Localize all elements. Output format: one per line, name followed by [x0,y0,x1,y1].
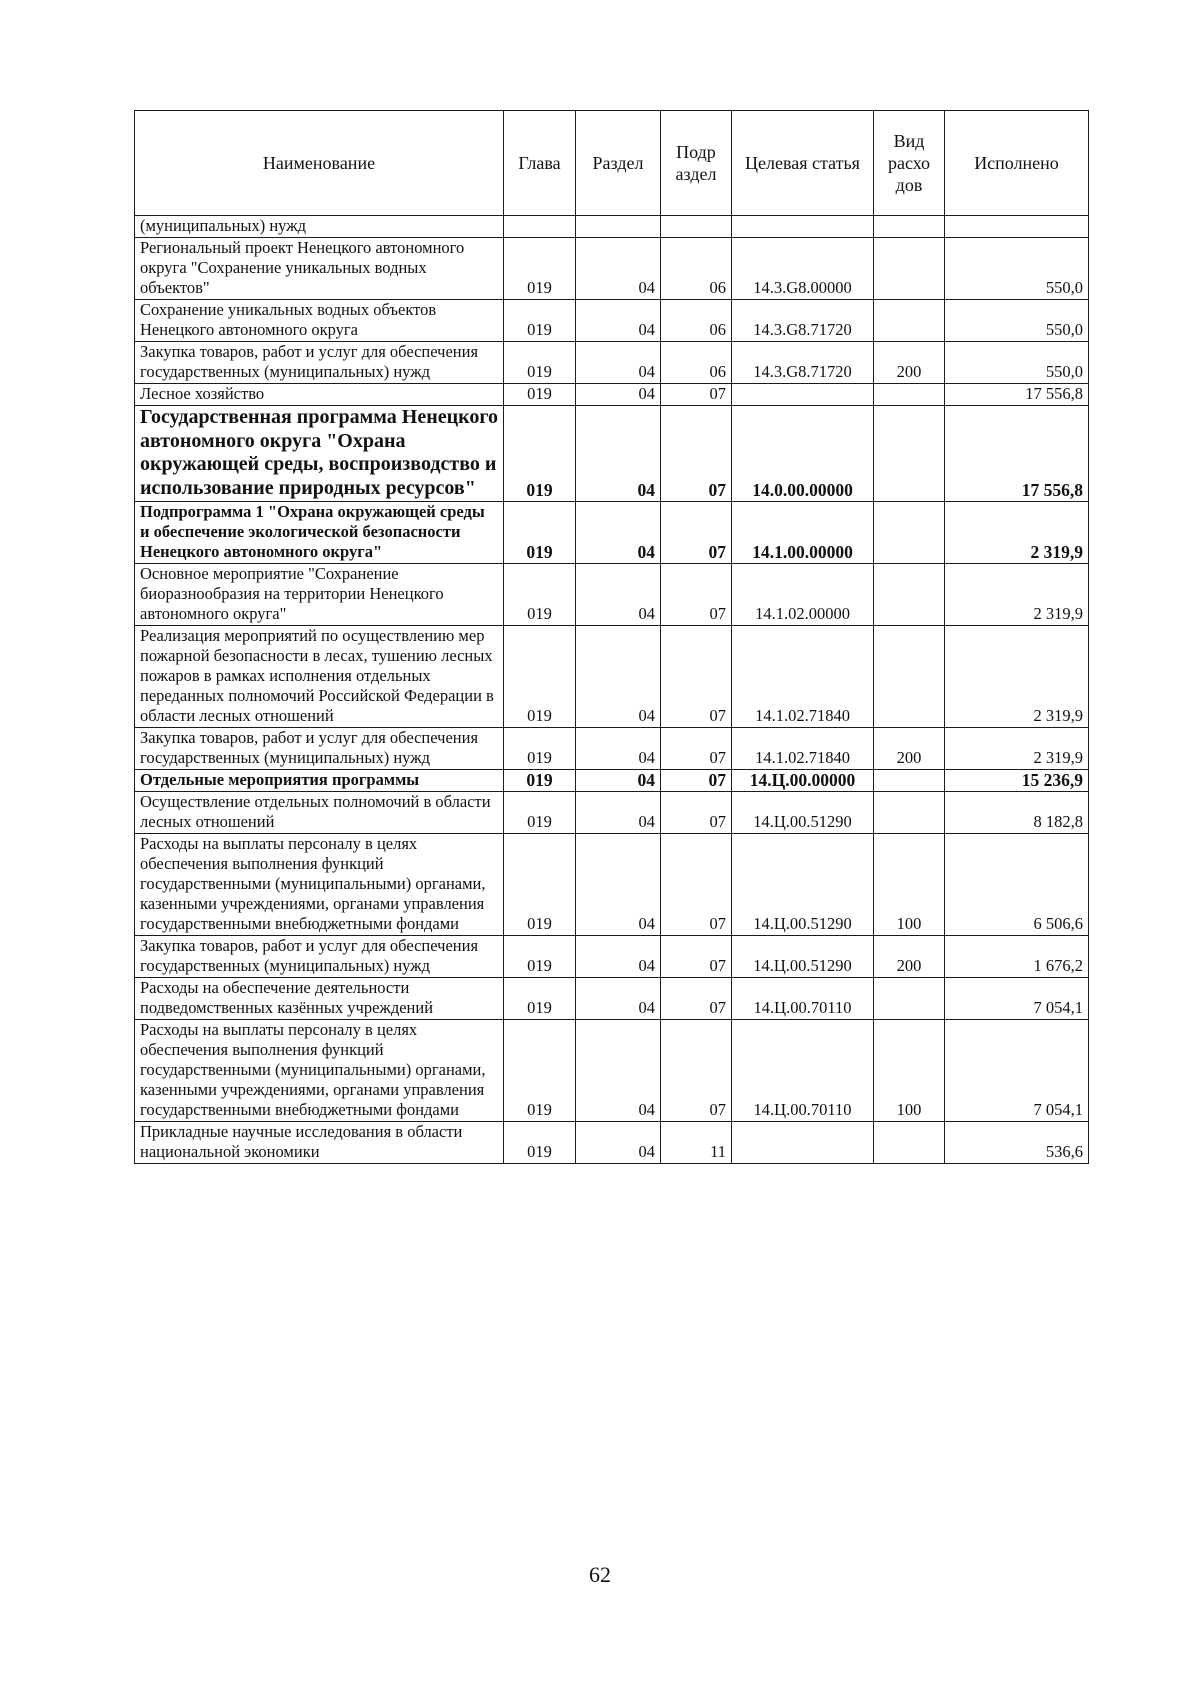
cell-ispolneno: 7 054,1 [945,978,1089,1020]
cell-glava: 019 [504,1122,576,1164]
cell-ispolneno: 550,0 [945,238,1089,300]
cell-tselevaya-statya: 14.3.G8.00000 [732,238,874,300]
cell-podrazdel: 07 [661,770,732,792]
table-row [135,834,1089,936]
cell-razdel: 04 [576,792,661,834]
cell-ispolneno: 17 556,8 [945,384,1089,406]
table-row [135,792,1089,834]
cell-podrazdel: 07 [661,834,732,936]
budget-table [134,110,1089,1164]
header-tselevaya-statya: Целевая статья [732,111,874,216]
cell-vid-raskhodov [874,502,945,564]
cell-vid-raskhodov [874,626,945,728]
cell-tselevaya-statya: 14.Ц.00.70110 [732,978,874,1020]
cell-vid-raskhodov: 100 [874,834,945,936]
cell-ispolneno: 15 236,9 [945,770,1089,792]
table-row [135,770,1089,792]
cell-ispolneno: 6 506,6 [945,834,1089,936]
cell-razdel: 04 [576,342,661,384]
cell-glava: 019 [504,978,576,1020]
cell-name: Расходы на выплаты персоналу в целях обеспечения выполнения функций государственными (муниципальными) органами, казенными учреждениями, органами управления государственными внебюджетными фондами [135,1020,504,1122]
cell-vid-raskhodov [874,792,945,834]
cell-tselevaya-statya: 14.Ц.00.51290 [732,834,874,936]
header-glava: Глава [504,111,576,216]
cell-vid-raskhodov [874,978,945,1020]
cell-name: (муниципальных) нужд [135,216,504,238]
cell-ispolneno: 17 556,8 [945,406,1089,502]
cell-ispolneno: 2 319,9 [945,564,1089,626]
table-row [135,1122,1089,1164]
cell-podrazdel: 07 [661,626,732,728]
cell-razdel: 04 [576,406,661,502]
cell-podrazdel: 06 [661,342,732,384]
cell-tselevaya-statya: 14.1.00.00000 [732,502,874,564]
cell-podrazdel: 07 [661,384,732,406]
cell-tselevaya-statya [732,216,874,238]
header-vid-raskhodov: Вид расхо дов [874,111,945,216]
cell-glava [504,216,576,238]
cell-vid-raskhodov [874,770,945,792]
table-row [135,936,1089,978]
cell-tselevaya-statya: 14.Ц.00.00000 [732,770,874,792]
cell-glava: 019 [504,342,576,384]
cell-vid-raskhodov [874,406,945,502]
cell-name: Расходы на выплаты персоналу в целях обеспечения выполнения функций государственными (муниципальными) органами, казенными учреждениями, органами управления государственными внебюджетными фондами [135,834,504,936]
cell-vid-raskhodov [874,300,945,342]
cell-ispolneno [945,216,1089,238]
cell-podrazdel: 07 [661,502,732,564]
table-row [135,238,1089,300]
cell-vid-raskhodov [874,1122,945,1164]
cell-name: Осуществление отдельных полномочий в области лесных отношений [135,792,504,834]
cell-razdel: 04 [576,834,661,936]
table-row [135,1020,1089,1122]
cell-name: Расходы на обеспечение деятельности подведомственных казённых учреждений [135,978,504,1020]
cell-ispolneno: 550,0 [945,342,1089,384]
cell-podrazdel: 07 [661,936,732,978]
cell-glava: 019 [504,834,576,936]
cell-tselevaya-statya: 14.Ц.00.51290 [732,936,874,978]
cell-vid-raskhodov: 200 [874,728,945,770]
cell-name: Подпрограмма 1 "Охрана окружающей среды и обеспечение экологической безопасности Ненецкого автономного округа" [135,502,504,564]
cell-name: Прикладные научные исследования в области национальной экономики [135,1122,504,1164]
cell-tselevaya-statya: 14.3.G8.71720 [732,300,874,342]
table-header-row [135,111,1089,216]
cell-tselevaya-statya: 14.3.G8.71720 [732,342,874,384]
cell-podrazdel: 06 [661,300,732,342]
cell-name: Закупка товаров, работ и услуг для обеспечения государственных (муниципальных) нужд [135,936,504,978]
cell-ispolneno: 1 676,2 [945,936,1089,978]
cell-razdel [576,216,661,238]
cell-vid-raskhodov [874,216,945,238]
cell-glava: 019 [504,238,576,300]
table-row [135,502,1089,564]
cell-glava: 019 [504,1020,576,1122]
table-row [135,216,1089,238]
cell-podrazdel: 07 [661,728,732,770]
cell-podrazdel: 11 [661,1122,732,1164]
table-row [135,384,1089,406]
cell-name: Региональный проект Ненецкого автономного округа "Сохранение уникальных водных объектов" [135,238,504,300]
cell-razdel: 04 [576,238,661,300]
cell-name: Сохранение уникальных водных объектов Ненецкого автономного округа [135,300,504,342]
cell-ispolneno: 2 319,9 [945,626,1089,728]
cell-tselevaya-statya: 14.1.02.71840 [732,728,874,770]
cell-tselevaya-statya [732,1122,874,1164]
cell-tselevaya-statya: 14.1.02.00000 [732,564,874,626]
cell-podrazdel: 07 [661,564,732,626]
cell-glava: 019 [504,936,576,978]
cell-name: Основное мероприятие "Сохранение биоразнообразия на территории Ненецкого автономного округа" [135,564,504,626]
cell-name: Реализация мероприятий по осуществлению мер пожарной безопасности в лесах, тушению лесных пожаров в рамках исполнения отдельных переданных полномочий Российской Федерации в области лесных отношений [135,626,504,728]
cell-vid-raskhodov: 200 [874,342,945,384]
cell-tselevaya-statya [732,384,874,406]
cell-razdel: 04 [576,564,661,626]
cell-razdel: 04 [576,626,661,728]
cell-razdel: 04 [576,978,661,1020]
cell-vid-raskhodov: 200 [874,936,945,978]
cell-podrazdel: 06 [661,238,732,300]
cell-vid-raskhodov: 100 [874,1020,945,1122]
cell-razdel: 04 [576,1122,661,1164]
cell-razdel: 04 [576,1020,661,1122]
cell-ispolneno: 8 182,8 [945,792,1089,834]
page-number: 62 [589,1562,611,1587]
cell-glava: 019 [504,792,576,834]
cell-glava: 019 [504,502,576,564]
cell-razdel: 04 [576,728,661,770]
cell-vid-raskhodov [874,384,945,406]
header-razdel: Раздел [576,111,661,216]
cell-vid-raskhodov [874,238,945,300]
cell-glava: 019 [504,300,576,342]
cell-razdel: 04 [576,936,661,978]
cell-tselevaya-statya: 14.1.02.71840 [732,626,874,728]
cell-podrazdel: 07 [661,792,732,834]
cell-razdel: 04 [576,300,661,342]
table-body [135,216,1089,1164]
cell-name: Закупка товаров, работ и услуг для обеспечения государственных (муниципальных) нужд [135,342,504,384]
cell-ispolneno: 7 054,1 [945,1020,1089,1122]
cell-glava: 019 [504,384,576,406]
cell-glava: 019 [504,564,576,626]
cell-razdel: 04 [576,502,661,564]
table-row [135,564,1089,626]
cell-razdel: 04 [576,384,661,406]
table-row [135,406,1089,502]
cell-glava: 019 [504,626,576,728]
cell-name: Лесное хозяйство [135,384,504,406]
cell-tselevaya-statya: 14.Ц.00.51290 [732,792,874,834]
table-row [135,342,1089,384]
cell-ispolneno: 2 319,9 [945,728,1089,770]
cell-glava: 019 [504,728,576,770]
table-row [135,626,1089,728]
header-name: Наименование [135,111,504,216]
cell-podrazdel: 07 [661,978,732,1020]
table-row [135,978,1089,1020]
cell-podrazdel: 07 [661,406,732,502]
cell-glava: 019 [504,406,576,502]
cell-glava: 019 [504,770,576,792]
header-ispolneno: Исполнено [945,111,1089,216]
cell-tselevaya-statya: 14.Ц.00.70110 [732,1020,874,1122]
cell-ispolneno: 2 319,9 [945,502,1089,564]
cell-ispolneno: 536,6 [945,1122,1089,1164]
cell-name: Государственная программа Ненецкого автономного округа "Охрана окружающей среды, воспроизводство и использование природных ресурсов" [135,406,504,502]
cell-ispolneno: 550,0 [945,300,1089,342]
cell-podrazdel [661,216,732,238]
cell-podrazdel: 07 [661,1020,732,1122]
cell-name: Закупка товаров, работ и услуг для обеспечения государственных (муниципальных) нужд [135,728,504,770]
cell-vid-raskhodov [874,564,945,626]
cell-razdel: 04 [576,770,661,792]
cell-name: Отдельные мероприятия программы [135,770,504,792]
table-row [135,728,1089,770]
cell-tselevaya-statya: 14.0.00.00000 [732,406,874,502]
table-row [135,300,1089,342]
header-podrazdel: Подр аздел [661,111,732,216]
